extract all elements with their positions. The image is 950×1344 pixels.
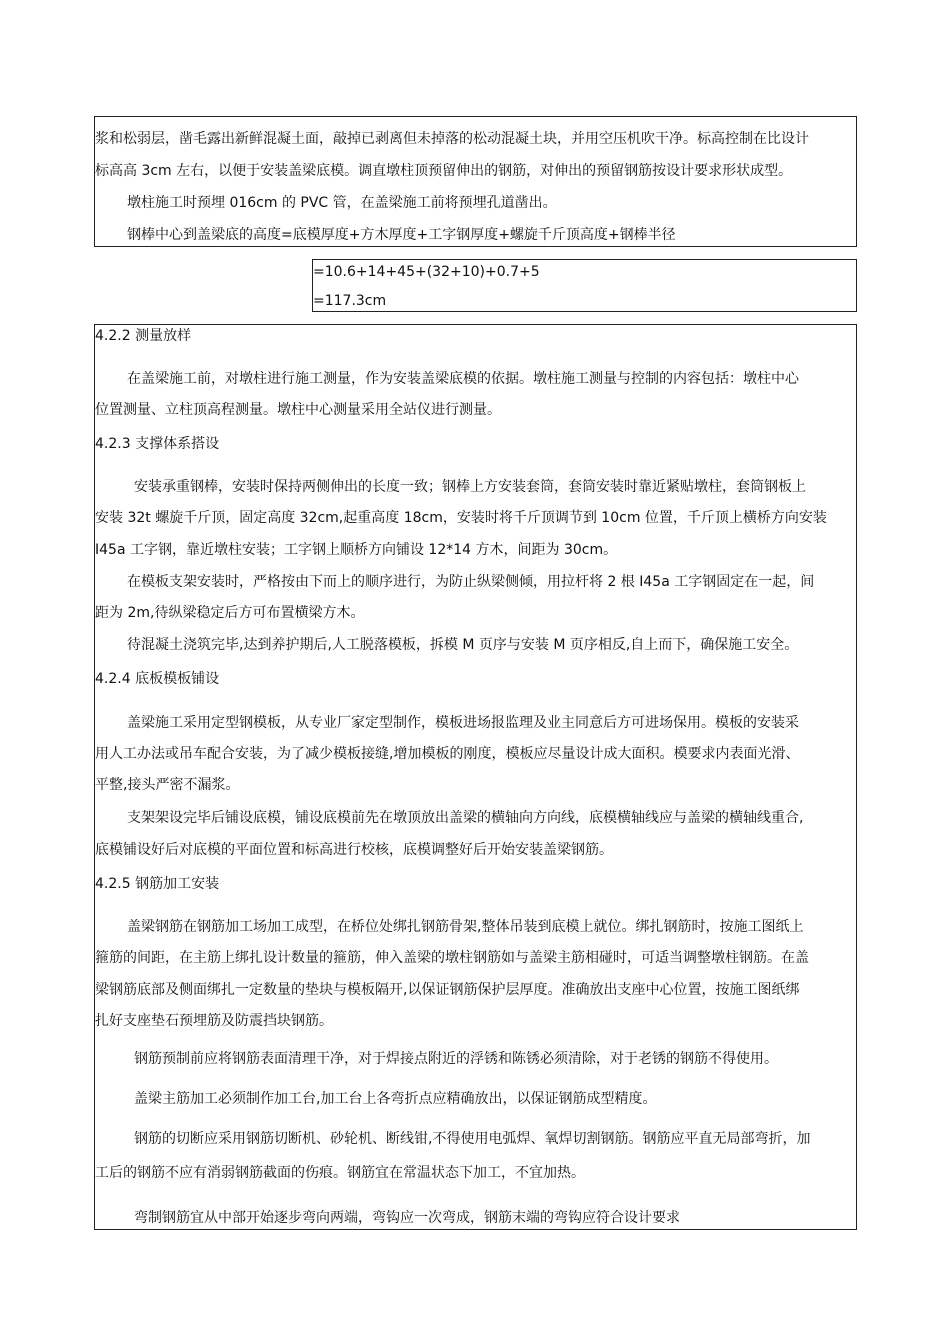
text-line: 盖梁主筋加工必须制作加工台,加工台上各弯折点应精确放出，以保证钢筋成型精度。 — [134, 1091, 657, 1107]
text-line: 钢筋的切断应采用钢筋切断机、砂轮机、断线钳,不得使用电弧焊、氧焊切割钢筋。钢筋应平直无局部弯折，加 — [134, 1131, 811, 1147]
text-line: 钢棒中心到盖梁底的高度=底模厚度+方木厚度+工字钢厚度+螺旋千斤顶高度+钢棒半径 — [127, 227, 676, 243]
section-heading: 4.2.3 支撑体系搭设 — [95, 436, 220, 452]
text-line: 待混凝土浇筑完毕,达到养护期后,人工脱落模板，拆模 M 页序与安装 M 页序相反,自上而下，确保施工安全。 — [127, 637, 799, 653]
text-line: I45a 工字钢，靠近墩柱安装；工字钢上顺桥方向铺设 12*14 方木，间距为 30cm。 — [95, 542, 618, 558]
text-line: 底模铺设好后对底模的平面位置和标高进行校核，底模调整好后开始安装盖梁钢筋。 — [95, 842, 613, 858]
text-line: 安装 32t 螺旋千斤顶，固定高度 32cm,起重高度 18cm，安装时将千斤顶调节到 10cm 位置，千斤顶上横桥方向安装 — [95, 510, 827, 526]
text-line: 平整,接头严密不漏浆。 — [95, 777, 240, 793]
text-line: 用人工办法或吊车配合安装，为了减少模板接缝,增加模板的刚度，模板应尽量设计成大面积。模要求内表面光滑、 — [95, 746, 800, 762]
section-heading: 4.2.4 底板模板铺设 — [95, 671, 220, 687]
text-line: 在模板支架安装时，严格按由下而上的顺序进行，为防止纵梁侧倾，用拉杆将 2 根 I45a 工字钢固定在一起，间 — [127, 574, 815, 590]
text-line: 支架架设完毕后铺设底模，铺设底模前先在墩顶放出盖梁的横轴向方向线，底模横轴线应与盖梁的横轴线重合, — [127, 810, 804, 826]
text-line: 在盖梁施工前，对墩柱进行施工测量，作为安装盖梁底模的依据。墩柱施工测量与控制的内容包括：墩柱中心 — [127, 371, 799, 387]
text-line: 箍筋的间距，在主筋上绑扎设计数量的箍筋，伸入盖梁的墩柱钢筋如与盖梁主筋相碰时，可适当调整墩柱钢筋。在盖 — [95, 950, 809, 966]
section-heading: 4.2.2 测量放样 — [95, 328, 192, 344]
formula-line: =117.3cm — [313, 293, 387, 309]
text-line: 弯制钢筋宜从中部开始逐步弯向两端，弯钩应一次弯成，钢筋末端的弯钩应符合设计要求 — [134, 1210, 680, 1226]
text-line: 盖梁钢筋在钢筋加工场加工成型，在桥位处绑扎钢筋骨架,整体吊装到底模上就位。绑扎钢筋时，按施工图纸上 — [127, 919, 804, 935]
text-line: 梁钢筋底部及侧面绑扎一定数量的垫块与模板隔开,以保证钢筋保护层厚度。准确放出支座中心位置，按施工图纸绑 — [95, 982, 800, 998]
text-line: 墩柱施工时预埋 016cm 的 PVC 管，在盖梁施工前将预埋孔道凿出。 — [127, 195, 557, 211]
text-line: 位置测量、立柱顶高程测量。墩柱中心测量采用全站仪进行测量。 — [95, 402, 501, 418]
text-line: 钢筋预制前应将钢筋表面清理干净，对于焊接点附近的浮锈和陈锈必须清除，对于老锈的钢筋不得使用。 — [134, 1051, 778, 1067]
text-line: 距为 2m,待纵梁稳定后方可布置横梁方木。 — [95, 605, 365, 621]
text-line: 安装承重钢棒，安装时保持两侧伸出的长度一致；钢棒上方安装套筒，套筒安装时靠近紧贴墩柱，套筒钢板上 — [134, 479, 806, 495]
formula-line: =10.6+14+45+(32+10)+0.7+5 — [313, 264, 540, 280]
text-line: 浆和松弱层，凿毛露出新鲜混凝土面，敲掉已剥离但未掉落的松动混凝土块，并用空压机吹干净。标高控制在比设计 — [95, 131, 809, 147]
text-line: 工后的钢筋不应有消弱钢筋截面的伤痕。钢筋宜在常温状态下加工，不宜加热。 — [95, 1165, 585, 1181]
text-line: 标高高 3cm 左右，以便于安装盖梁底模。调直墩柱顶预留伸出的钢筋，对伸出的预留钢筋按设计要求形状成型。 — [95, 163, 793, 179]
section-heading: 4.2.5 钢筋加工安装 — [95, 876, 220, 892]
text-line: 盖梁施工采用定型钢模板，从专业厂家定型制作，模板进场报监理及业主同意后方可进场保用。模板的安装采 — [127, 715, 799, 731]
text-line: 扎好支座垫石预埋筋及防震挡块钢筋。 — [95, 1013, 333, 1029]
